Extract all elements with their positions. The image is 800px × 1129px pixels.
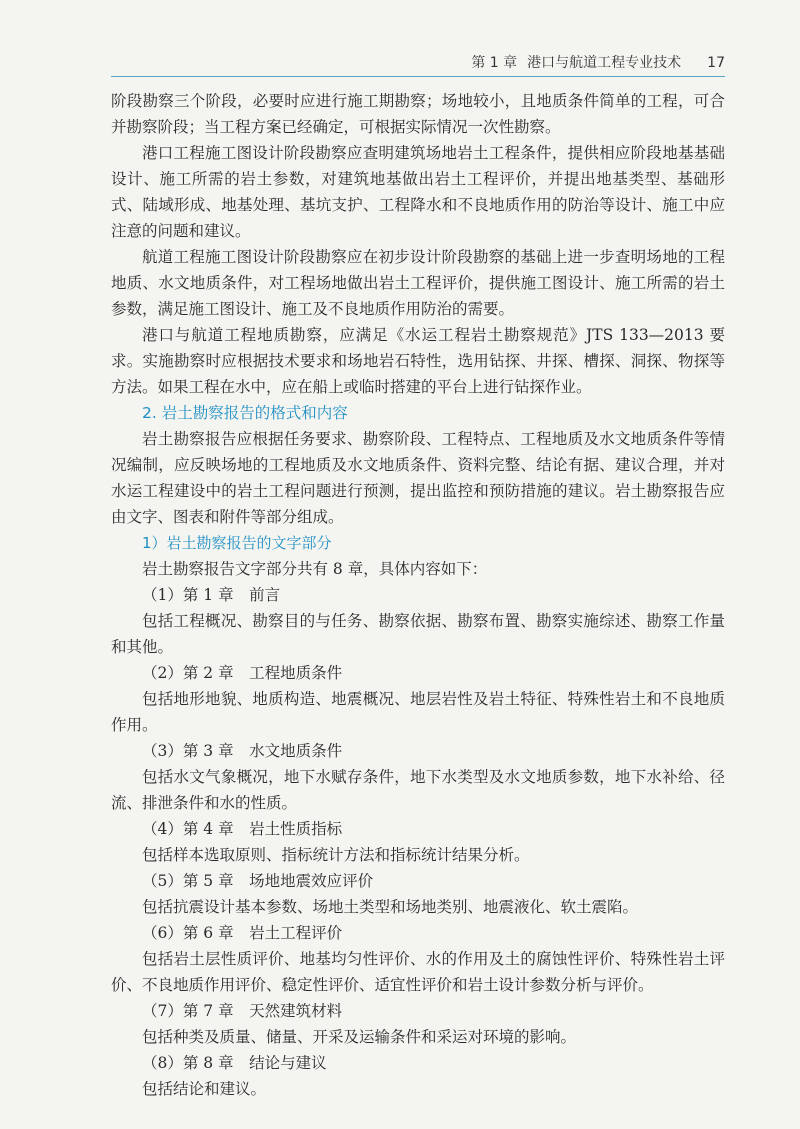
chapter-heading: （3）第 3 章 水文地质条件 (142, 742, 343, 760)
subsection-heading: 1）岩土勘察报告的文字部分 (142, 534, 332, 552)
chapter-text: 包括样本选取原则、指标统计方法和指标统计结果分析。 (142, 846, 530, 864)
chapter-text: 包括工程概况、勘察目的与任务、勘察依据、勘察布置、勘察实施综述、勘察工作量和其他。 (111, 612, 725, 656)
chapter-text: 包括种类及质量、储量、开采及运输条件和采运对环境的影响。 (142, 1028, 577, 1046)
body-text (111, 88, 725, 1102)
page-number: 17 (707, 55, 725, 71)
paragraph: 港口工程施工图设计阶段勘察应查明建筑场地岩土工程条件，提供相应阶段地基基础设计、施工所需的岩土参数，对建筑地基做出岩土工程评价，并提出地基类型、基础形式、陆域形成、地基处理、基坑支护、工程降水和不良地质作用的防治等设计、施工中应注意的问题和建议。 (111, 144, 725, 240)
chapter-text: 包括岩土层性质评价、地基均匀性评价、水的作用及土的腐蚀性评价、特殊性岩土评价、不良地质作用评价、稳定性评价、适宜性评价和岩土设计参数分析与评价。 (111, 950, 725, 994)
paragraph: 岩土勘察报告文字部分共有 8 章，具体内容如下： (142, 560, 488, 578)
chapter-heading: （8）第 8 章 结论与建议 (142, 1054, 327, 1072)
section-heading: 2. 岩土勘察报告的格式和内容 (142, 404, 348, 422)
header-title: 港口与航道工程专业技术 (527, 55, 682, 71)
chapter-heading: （2）第 2 章 工程地质条件 (142, 664, 343, 682)
chapter-heading: （4）第 4 章 岩土性质指标 (142, 820, 343, 838)
chapter-text: 包括结论和建议。 (142, 1080, 267, 1098)
chapter-text: 包括水文气象概况，地下水赋存条件，地下水类型及水文地质参数，地下水补给、径流、排泄条件和水的性质。 (111, 768, 725, 812)
paragraph: 港口与航道工程地质勘察，应满足《水运工程岩土勘察规范》JTS 133—2013 要求。实施勘察时应根据技术要求和场地岩石特性，选用钻探、井探、槽探、洞探、物探等方法。如果工程在水中，应在船上或临时搭建的平台上进行钻探作业。 (111, 326, 725, 396)
chapter-heading: （5）第 5 章 场地地震效应评价 (142, 872, 374, 890)
chapter-text: 包括地形地貌、地质构造、地震概况、地层岩性及岩土特征、特殊性岩土和不良地质作用。 (111, 690, 725, 734)
header-rule (111, 76, 725, 77)
running-header (111, 52, 725, 74)
paragraph: 阶段勘察三个阶段，必要时应进行施工期勘察；场地较小，且地质条件简单的工程，可合并勘察阶段；当工程方案已经确定，可根据实际情况一次性勘察。 (111, 92, 725, 136)
chapter-text: 包括抗震设计基本参数、场地土类型和场地类别、地震液化、软土震陷。 (142, 898, 639, 916)
chapter-heading: （1）第 1 章 前言 (142, 586, 281, 604)
chapter-heading: （6）第 6 章 岩土工程评价 (142, 924, 343, 942)
paragraph: 航道工程施工图设计阶段勘察应在初步设计阶段勘察的基础上进一步查明场地的工程地质、水文地质条件，对工程场地做出岩土工程评价，提供施工图设计、施工所需的岩土参数，满足施工图设计、施工及不良地质作用防治的需要。 (111, 248, 725, 318)
header-chapter: 第 1 章 (471, 55, 518, 71)
paragraph: 岩土勘察报告应根据任务要求、勘察阶段、工程特点、工程地质及水文地质条件等情况编制，应反映场地的工程地质及水文地质条件、资料完整、结论有据、建议合理，并对水运工程建设中的岩土工程问题进行预测，提出监控和预防措施的建议。岩土勘察报告应由文字、图表和附件等部分组成。 (111, 430, 725, 526)
chapter-heading: （7）第 7 章 天然建筑材料 (142, 1002, 343, 1020)
